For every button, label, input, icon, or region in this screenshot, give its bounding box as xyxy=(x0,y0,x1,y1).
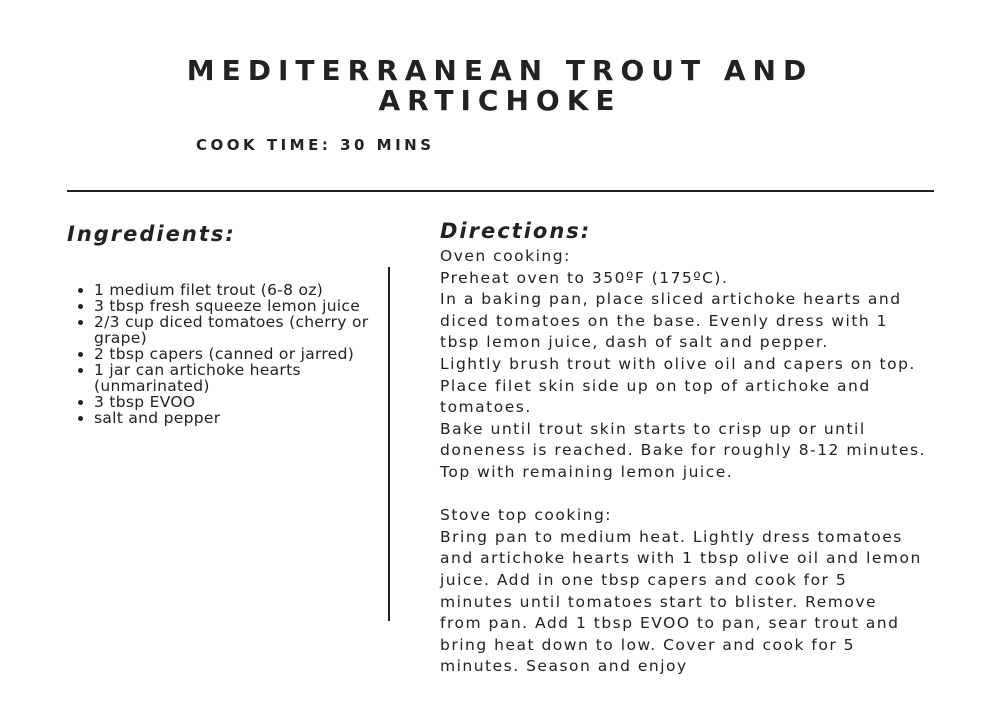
ingredients-heading: Ingredients: xyxy=(67,222,236,246)
directions-line: minutes until tomatoes start to blister. Remove xyxy=(440,592,878,611)
directions-line: Top with remaining lemon juice. xyxy=(440,462,734,481)
directions-line: In a baking pan, place sliced artichoke hearts and xyxy=(440,290,902,309)
recipe-title: MEDITERRANEAN TROUT AND ARTICHOKE xyxy=(186,54,814,117)
directions-line: tbsp lemon juice, dash of salt and pepper. xyxy=(440,333,829,352)
directions-line: bring heat down to low. Cover and cook for 5 xyxy=(440,635,855,654)
header-divider xyxy=(67,190,934,192)
ingredient-item: • salt and pepper xyxy=(94,410,408,426)
directions-line: Lightly brush trout with olive oil and capers on top. xyxy=(440,354,916,373)
directions-spacer xyxy=(440,484,940,506)
ingredient-item: • 1 medium filet trout (6-8 oz) xyxy=(94,282,408,298)
cook-time: COOK TIME: 30 MINS xyxy=(196,136,435,154)
directions-line: Bring pan to medium heat. Lightly dress tomatoes xyxy=(440,527,903,546)
ingredient-item: • 2 tbsp capers (canned or jarred) xyxy=(94,346,408,362)
directions-line: Stove top cooking: xyxy=(440,506,613,525)
directions-line: doneness is reached. Bake for roughly 8-12 minutes. xyxy=(440,441,927,460)
ingredient-item: • 3 tbsp fresh squeeze lemon juice xyxy=(94,298,408,314)
directions-line: minutes. Season and enjoy xyxy=(440,657,688,676)
directions-line: and artichoke hearts with 1 tbsp olive oil and lemon xyxy=(440,549,922,568)
ingredient-item: • 3 tbsp EVOO xyxy=(94,394,408,410)
directions-heading: Directions: xyxy=(440,219,592,243)
directions-line: tomatoes. xyxy=(440,398,532,417)
ingredient-item: • 2/3 cup diced tomatoes (cherry or grape) xyxy=(94,314,408,346)
column-divider xyxy=(388,267,390,621)
directions-text xyxy=(440,246,940,678)
directions-line: Oven cooking: xyxy=(440,247,571,265)
directions-line: diced tomatoes on the base. Evenly dress with 1 xyxy=(440,311,889,330)
ingredient-item: • 1 jar can artichoke hearts (unmarinated) xyxy=(94,362,408,394)
directions-line: Bake until trout skin starts to crisp up or until xyxy=(440,419,866,438)
directions-line: Place filet skin side up on top of artichoke and xyxy=(440,376,871,395)
directions-line: Preheat oven to 350ºF (175ºC). xyxy=(440,268,729,287)
ingredients-list xyxy=(66,282,408,426)
directions-line: juice. Add in one tbsp capers and cook for 5 xyxy=(440,570,848,589)
directions-line: from pan. Add 1 tbsp EVOO to pan, sear trout and xyxy=(440,614,900,633)
